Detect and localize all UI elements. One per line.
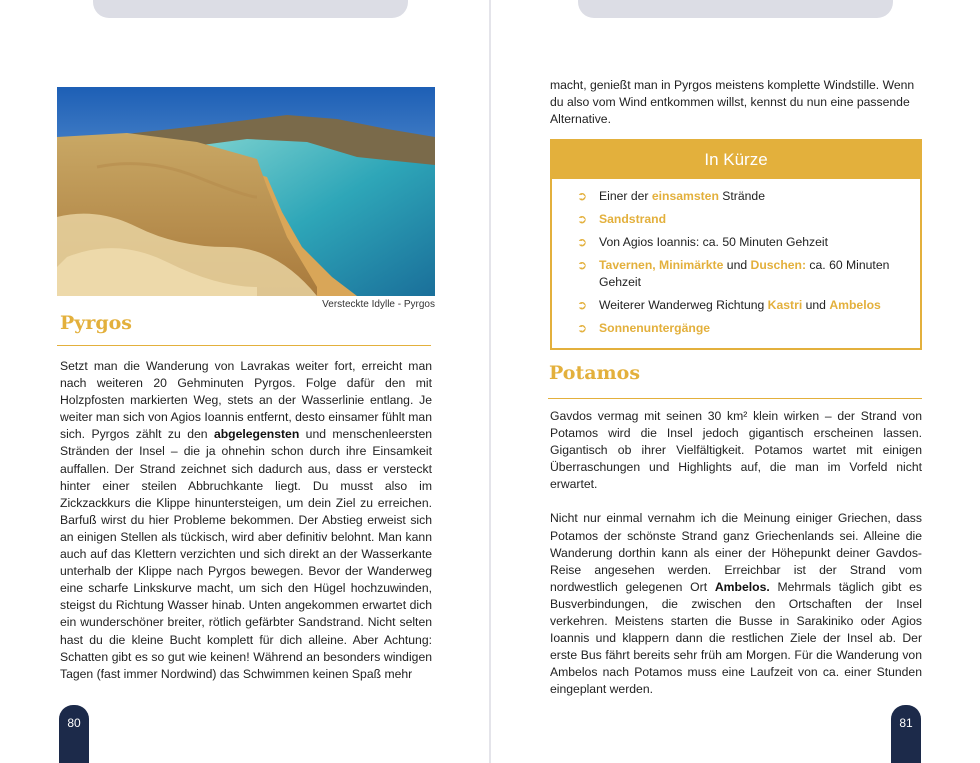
page-number-right: 81 [891, 705, 921, 763]
list-item: ➲ Weiterer Wanderweg Richtung Kastri und Ambelos [577, 298, 881, 312]
potamos-paragraph-2: Nicht nur einmal vernahm ich die Meinung einiger Griechen, dass Potamos der schönste Strand ganz Griechenlands sei. Alleine die Wanderung dorthin kann als einer der Höhepunkt deiner Gavdos-Reise angesehen werden. Erreichbar ist der Strand vom nordwestlich gelegenen Ort Ambelos. Mehrmals täglich gibt es Busverbindungen, die zwischen den Ortschaften der Insel verkehren. Meistens starten die Busse in Sarakiniko oder Agios Ioannis und klappern dann die restlichen Ziele der Insel ab. Der erste Bus fährt bereits sehr früh am Morgen. Für die Wanderung von Ambelos nach Potamos muss eine Laufzeit von ca. einer Stunden eingeplant werden. [550, 511, 923, 697]
list-item: ➲ Tavernen, Minimärkte und Duschen: ca. 60 Minuten Gehzeit [577, 258, 890, 289]
list-item: ➲ Sandstrand [577, 212, 667, 226]
section-heading-pyrgos: Pyrgos [60, 312, 132, 334]
beach-photo [57, 87, 435, 296]
photo-caption: Versteckte Idylle - Pyrgos [322, 299, 435, 310]
arrow-icon: ➲ [577, 212, 588, 226]
arrow-icon: ➲ [577, 258, 588, 272]
potamos-paragraph-1: Gavdos vermag mit seinen 30 km² klein wirken – der Strand von Potamos wird die Insel jedoch gigantisch erscheinen lassen. Gigantisch ob ihrer Vielfältigkeit. Potamos wartet mit einigen Überraschungen und Highlights auf, die man im Vorfeld nicht erwartet. [550, 409, 922, 492]
page-top-tab [578, 0, 893, 18]
pyrgos-body [60, 358, 432, 683]
arrow-icon: ➲ [577, 235, 588, 249]
bold-ambelos: Ambelos. [714, 579, 770, 594]
arrow-icon: ➲ [577, 189, 588, 203]
summary-box [550, 139, 922, 350]
section-heading-potamos: Potamos [549, 362, 641, 384]
pyrgos-paragraph: Setzt man die Wanderung von Lavrakas weiter fort, erreicht man nach weiteren 20 Gehminuten Pyrgos. Folge dafür den mit Holzpfosten markierten Weg, stets an der Wasserlinie entlang. Je weiter man sich von Agios Ioannis entfernt, desto einsamer fühlt man sich. Pyrgos zählt zu den abgelegensten und menschenleersten Stränden der Insel – die ja ohnehin schon durch ihre Einsamkeit auffallen. Der Strand zeichnet sich dadurch aus, dass er versteckt hinter einer steilen Abbruchkante liegt. Du musst also im Zickzackkurs die Klippe hinuntersteigen, um dein Ziel zu erreichen. Barfuß wirst du hier Probleme bekommen. Der Abstieg erweist sich an einigen Stellen als tückisch, wird aber definitiv belohnt. Man kann auch auf das Klettern verzichten und sich direkt an der Wasserkante unterhalb der Klippe nach Pyrgos bewegen. Bevor der Wanderweg eine scharfe Linkskurve macht, um sich den Hügel hochzuwinden, steigst du Richtung Wasser hinab. Unten angekommen erwartet dich ein wunderschöner breiter, rötlich gefärbter Sandstrand. Nicht selten hast du die kleine Bucht komplett für dich alleine. Aber Achtung: Schatten gibt es so gut wie keinen! Während an besonders windigen Tagen (fast immer Nordwind) das Schwimmen keinen Spaß mehr [60, 359, 432, 681]
left-page [0, 0, 489, 763]
summary-box-title: In Kürze [552, 141, 920, 179]
intro-text: macht, genießt man in Pyrgos meistens komplette Windstille. Wenn du also vom Wind entkommen willst, kennst du nun eine passende Alternative. [550, 78, 915, 127]
page-number-left: 80 [59, 705, 89, 763]
page-top-tab [93, 0, 408, 18]
bold-abgelegensten: abgelegensten [213, 427, 300, 442]
heading-divider [57, 345, 431, 346]
list-item: ➲ Von Agios Ioannis: ca. 50 Minuten Gehzeit [577, 235, 829, 249]
list-item: ➲ Sonnenuntergänge [577, 321, 711, 335]
potamos-body [550, 408, 922, 699]
arrow-icon: ➲ [577, 321, 588, 335]
right-page [491, 0, 980, 763]
list-item: ➲ Einer der einsamsten Strände [577, 189, 765, 203]
summary-list [552, 179, 920, 337]
heading-divider [548, 398, 922, 399]
arrow-icon: ➲ [577, 298, 588, 312]
